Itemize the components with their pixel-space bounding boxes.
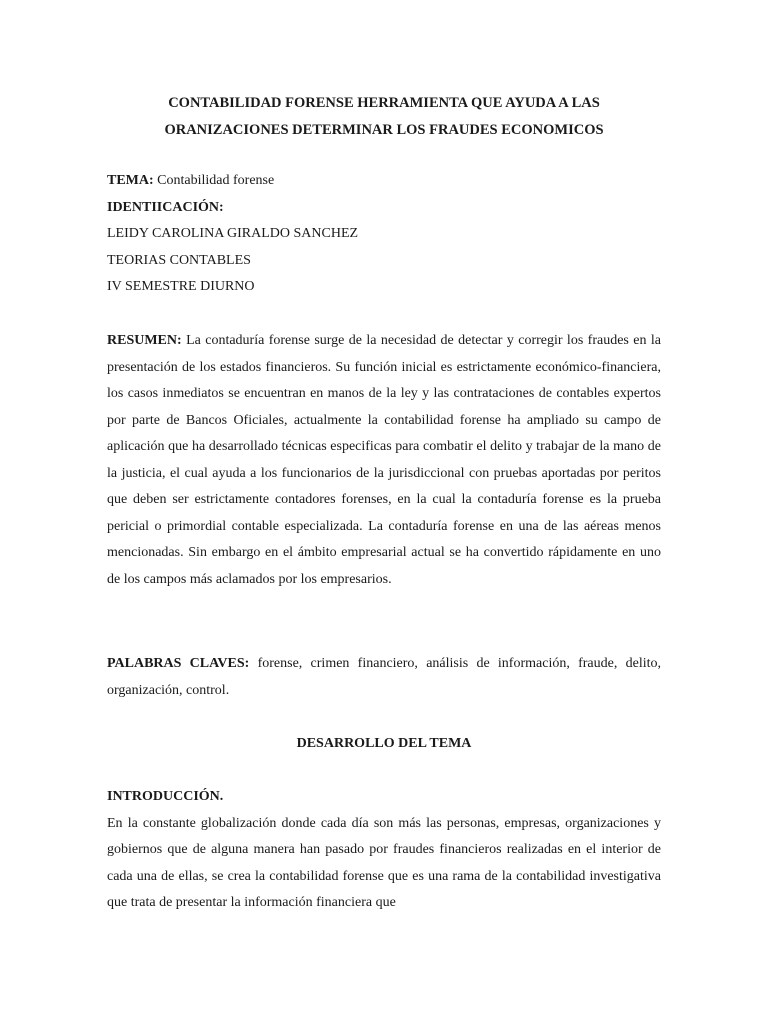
- introduction-section: [107, 784, 661, 917]
- course-name: TEORIAS CONTABLES: [107, 252, 251, 268]
- identification-block: [107, 168, 661, 301]
- resumen-section: [107, 328, 661, 593]
- keywords-section: [107, 651, 661, 704]
- semester: IV SEMESTRE DIURNO: [107, 279, 255, 294]
- document-title: [100, 90, 668, 144]
- identificacion-label: IDENTIICACIÓN:: [107, 199, 224, 215]
- resumen-text: La contaduría forense surge de la necesidad de detectar y corregir los fraudes en la presentación de los estados financieros. Su función inicial es estrictamente económico-financiera, los casos inmediatos se encuentran en manos de la ley y las contrataciones de contables expertos por parte de Bancos Oficiales, actualmente la contabilidad forense ha ampliado su campo de aplicación que ha desarrollado técnicas especificas para combatir el delito y trabajar de la mano de la justicia, el cual ayuda a los funcionarios de la jurisdiccional con pruebas aportadas por peritos que deben ser estrictamente contadores forenses, en la cual la contaduría forense es la prueba pericial o primordial contable especializada. La contaduría forense en una de las aéreas menos mencionadas. Sin embargo en el ámbito empresarial actual se ha convertido rápidamente en uno de los campos más aclamados por los empresarios.: [107, 333, 661, 587]
- keywords-paragraph: [107, 651, 661, 704]
- author-name: LEIDY CAROLINA GIRALDO SANCHEZ: [107, 226, 359, 241]
- tema-label: TEMA:: [107, 173, 154, 188]
- keywords-label: PALABRAS CLAVES:: [107, 656, 250, 671]
- resumen-label: RESUMEN:: [107, 333, 182, 348]
- introduction-heading: INTRODUCCIÓN.: [107, 789, 224, 804]
- tema-line: [107, 168, 661, 195]
- introduction-paragraph: En la constante globalización donde cada día son más las personas, empresas, organizaciones y gobiernos que de alguna manera han pasado por fraudes financieros realizadas en el interior de cada una de ellas, se crea la contabilidad forense que es una rama de la contabilidad investigativa que trata de presentar la información financiera que: [107, 815, 661, 910]
- title-line-2: ORANIZACIONES DETERMINAR LOS FRAUDES ECONOMICOS: [164, 122, 604, 138]
- tema-value: Contabilidad forense: [157, 173, 275, 188]
- title-line-1: CONTABILIDAD FORENSE HERRAMIENTA QUE AYUDA A LAS: [168, 95, 600, 111]
- section-heading-desarrollo: DESARROLLO DEL TEMA: [296, 736, 472, 751]
- resumen-paragraph: [107, 328, 661, 593]
- keywords-text: forense, crimen financiero, análisis de información, fraude, delito, organización, control.: [107, 656, 661, 698]
